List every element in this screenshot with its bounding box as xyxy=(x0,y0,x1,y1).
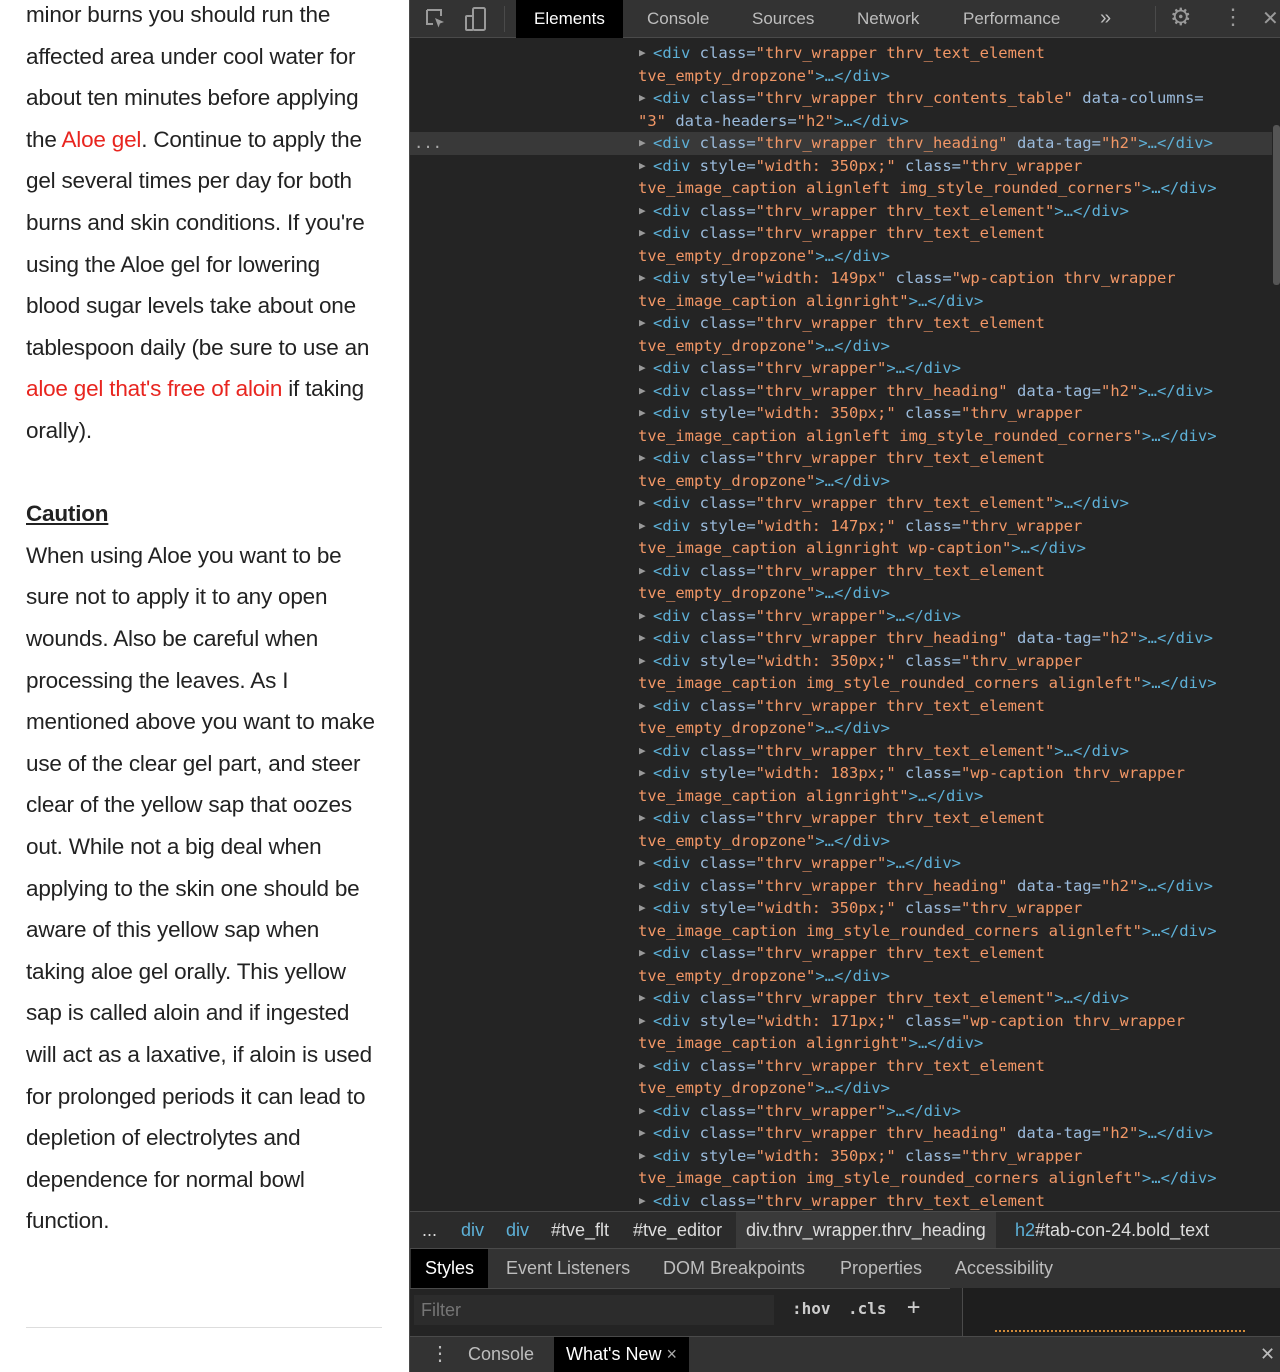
dom-node-markup: <div class="thrv_wrapper thrv_heading" data-tag="h2">…</div> xyxy=(653,876,1213,895)
article-text: blood sugar levels take about one xyxy=(26,293,356,319)
dom-node-row[interactable] xyxy=(410,470,1272,493)
article-text: depletion of electrolytes and xyxy=(26,1125,301,1151)
dom-node-markup: <div class="thrv_wrapper thrv_text_element xyxy=(653,809,1045,827)
dom-node-row[interactable] xyxy=(410,1190,1272,1212)
dom-node-markup: <div class="thrv_wrapper thrv_text_element">…</div> xyxy=(653,494,1129,512)
article-text: if taking xyxy=(282,376,364,402)
dom-node-row[interactable] xyxy=(410,267,1272,290)
styles-filter-input[interactable] xyxy=(414,1295,774,1325)
dom-node-row[interactable] xyxy=(410,335,1272,358)
expand-triangle-icon[interactable]: ▶ xyxy=(639,631,646,644)
article-text: minor burns you should run the xyxy=(26,2,331,27)
tab-event-listeners[interactable]: Event Listeners xyxy=(506,1258,631,1278)
article-text: applying to the skin one should be xyxy=(26,875,360,901)
expand-triangle-icon[interactable]: ▶ xyxy=(639,653,646,667)
article-line xyxy=(26,1208,109,1234)
dom-node-row[interactable] xyxy=(410,87,1272,110)
dom-node-markup: <div style="width: 171px;" class="wp-caption thrv_wrapper xyxy=(653,1011,1185,1030)
article-text: about ten minutes before applying xyxy=(26,85,359,111)
expand-triangle-icon[interactable]: ▶ xyxy=(639,136,646,149)
expand-triangle-icon[interactable]: ▶ xyxy=(639,1126,646,1139)
styles-subtabs xyxy=(410,1248,1280,1288)
article-text: . Continue to apply the xyxy=(141,126,362,152)
dom-node-markup: tve_image_caption img_style_rounded_corners alignleft">…</div> xyxy=(638,1169,1217,1187)
node-actions-ellipsis[interactable]: ... xyxy=(414,134,442,152)
dom-node-row[interactable] xyxy=(410,897,1272,920)
article-text: aware of this yellow sap when xyxy=(26,917,320,943)
dom-node-markup: <div style="width: 350px;" class="thrv_wrapper xyxy=(653,404,1083,422)
dom-node-markup: <div class="thrv_wrapper">…</div> xyxy=(653,606,961,625)
cls-toggle[interactable]: .cls xyxy=(848,1299,887,1318)
article-line xyxy=(26,543,341,569)
breadcrumb-div[interactable]: div xyxy=(461,1220,485,1240)
expand-triangle-icon[interactable]: ▶ xyxy=(639,901,646,914)
expand-triangle-icon[interactable]: ▶ xyxy=(639,383,646,397)
dom-node-row[interactable] xyxy=(410,830,1272,853)
dom-node-markup: <div class="thrv_wrapper thrv_text_element xyxy=(653,44,1045,62)
article-text: use of the clear gel part, and steer xyxy=(26,750,361,776)
dom-node-row[interactable] xyxy=(410,942,1272,965)
article-pane xyxy=(0,0,409,1372)
article-line xyxy=(26,876,359,902)
dom-node-markup: <div class="thrv_wrapper thrv_heading" data-tag="h2">…</div> xyxy=(653,134,1213,152)
dom-node-row[interactable] xyxy=(410,560,1272,583)
expand-triangle-icon[interactable]: ▶ xyxy=(639,518,646,532)
dom-node-row[interactable] xyxy=(410,1145,1272,1168)
breadcrumb-h2[interactable] xyxy=(1015,1212,1209,1248)
dom-node-row[interactable] xyxy=(410,650,1272,673)
dom-node-row[interactable] xyxy=(410,785,1272,808)
section-heading: Caution xyxy=(26,501,109,527)
dom-node-markup: tve_image_caption img_style_rounded_corners alignleft">…</div> xyxy=(638,674,1217,692)
whats-new-label: What's New xyxy=(566,1344,662,1364)
article-text: clear of the yellow sap that oozes xyxy=(26,792,352,818)
dom-node-markup: <div class="thrv_wrapper thrv_heading" data-tag="h2">…</div> xyxy=(653,381,1213,400)
expand-triangle-icon[interactable]: ▶ xyxy=(639,158,646,172)
dom-node-markup: tve_empty_dropzone">…</div> xyxy=(638,66,890,85)
article-text: will act as a laxative, if aloin is used xyxy=(26,1042,372,1067)
article-line xyxy=(26,127,362,153)
dom-node-row[interactable] xyxy=(410,537,1272,560)
dom-node-markup: tve_image_caption alignleft img_style_rounded_corners">…</div> xyxy=(638,179,1217,197)
dom-node-markup: <div class="thrv_wrapper thrv_text_element xyxy=(653,561,1045,580)
dom-node-row[interactable] xyxy=(410,1032,1272,1055)
dom-node-row[interactable] xyxy=(410,965,1272,988)
dom-node-markup: tve_empty_dropzone">…</div> xyxy=(638,831,890,850)
dom-node-markup: tve_empty_dropzone">…</div> xyxy=(638,246,890,265)
expand-triangle-icon[interactable]: ▶ xyxy=(639,1058,646,1072)
article-text: using the Aloe gel for lowering xyxy=(26,251,320,277)
article-text: orally). xyxy=(26,418,92,443)
dom-node-markup: tve_empty_dropzone">…</div> xyxy=(638,719,890,737)
expand-triangle-icon[interactable]: ▶ xyxy=(639,991,646,1004)
drawer-toolbar xyxy=(410,1336,1280,1372)
drawer-menu-icon[interactable]: ⋮ xyxy=(430,1343,450,1365)
dom-node-markup: <div style="width: 350px;" class="thrv_wrapper xyxy=(653,1146,1083,1165)
article-text: dependence for normal bowl xyxy=(26,1166,305,1192)
dom-node-row[interactable] xyxy=(410,515,1272,538)
dom-node-markup: tve_empty_dropzone">…</div> xyxy=(638,336,890,355)
dom-node-row[interactable] xyxy=(410,380,1272,403)
dom-node-markup: <div class="thrv_wrapper">…</div> xyxy=(653,854,961,872)
dom-node-row[interactable] xyxy=(410,920,1272,943)
close-icon[interactable]: ✕ xyxy=(1262,8,1279,30)
dom-node-row[interactable] xyxy=(410,245,1272,268)
expand-triangle-icon[interactable]: ▶ xyxy=(639,1103,646,1117)
expand-triangle-icon[interactable]: ▶ xyxy=(639,1193,646,1207)
article-line xyxy=(26,668,288,694)
expand-triangle-icon[interactable]: ▶ xyxy=(639,203,646,217)
expand-triangle-icon[interactable]: ▶ xyxy=(639,878,646,892)
drawer-tab-console[interactable]: Console xyxy=(468,1344,535,1364)
styles-filter-bar xyxy=(410,1288,950,1336)
article-line xyxy=(26,834,321,860)
expand-triangle-icon[interactable]: ▶ xyxy=(639,271,646,284)
dom-node-row[interactable] xyxy=(410,672,1272,695)
dom-node-row[interactable] xyxy=(410,357,1272,380)
dom-node-markup: <div class="thrv_wrapper thrv_heading" data-tag="h2">…</div> xyxy=(653,1124,1213,1142)
dom-node-row[interactable] xyxy=(410,807,1272,830)
tab-sources[interactable]: Sources xyxy=(752,9,815,28)
breadcrumb-div[interactable]: div xyxy=(506,1220,530,1240)
breadcrumb-h2-id: #tab-con-24.bold_text xyxy=(1035,1220,1210,1240)
dom-node-markup: <div style="width: 149px" class="wp-caption thrv_wrapper xyxy=(653,269,1176,287)
dom-node-row[interactable] xyxy=(410,200,1272,223)
tab-console[interactable]: Console xyxy=(647,9,710,28)
dom-node-row[interactable] xyxy=(410,110,1272,133)
expand-triangle-icon[interactable]: ▶ xyxy=(639,608,646,622)
expand-triangle-icon[interactable]: ▶ xyxy=(639,856,646,869)
dom-node-markup: tve_image_caption img_style_rounded_corners alignleft">…</div> xyxy=(638,921,1217,940)
tab-dom-breakpoints[interactable]: DOM Breakpoints xyxy=(663,1258,806,1278)
dom-node-markup: "3" data-headers="h2">…</div> xyxy=(638,111,909,130)
article-line xyxy=(26,1167,305,1193)
tab-styles[interactable]: Styles xyxy=(411,1249,488,1288)
dom-node-row[interactable] xyxy=(410,492,1272,515)
gear-icon[interactable]: ⚙ xyxy=(1170,4,1192,31)
breadcrumb-tve-flt[interactable]: #tve_flt xyxy=(551,1220,610,1240)
article-line xyxy=(26,792,352,818)
dom-node-markup: <div style="width: 147px;" class="thrv_wrapper xyxy=(653,516,1083,535)
article-text: for prolonged periods it can lead to xyxy=(26,1083,366,1109)
dom-node-row[interactable] xyxy=(410,1167,1272,1190)
box-model-pane xyxy=(962,1288,1280,1336)
tab-accessibility[interactable]: Accessibility xyxy=(955,1258,1054,1278)
close-drawer-icon[interactable]: ✕ xyxy=(1260,1344,1276,1364)
hov-toggle[interactable]: :hov xyxy=(792,1299,831,1318)
expand-triangle-icon[interactable]: ▶ xyxy=(639,1148,646,1162)
article-text: out. While not a big deal when xyxy=(26,834,322,859)
article-line xyxy=(26,85,358,111)
tab-performance[interactable]: Performance xyxy=(963,9,1061,28)
article-link[interactable]: Aloe gel xyxy=(61,126,142,152)
article-text: taking aloe gel orally. This yellow xyxy=(26,958,346,984)
article-line xyxy=(26,168,352,194)
dom-node-markup: <div class="thrv_wrapper thrv_text_element xyxy=(653,944,1045,962)
dom-node-markup: <div style="width: 350px;" class="thrv_wrapper xyxy=(653,899,1083,917)
tab-elements[interactable]: Elements xyxy=(516,0,623,38)
dom-node-row[interactable] xyxy=(410,1010,1272,1033)
new-style-rule-button[interactable]: + xyxy=(907,1295,921,1320)
article-line xyxy=(26,210,365,236)
dom-node-markup: <div class="thrv_wrapper thrv_text_element xyxy=(653,449,1045,467)
dom-node-row[interactable] xyxy=(410,447,1272,470)
expand-triangle-icon[interactable]: ▶ xyxy=(639,91,646,104)
article-text: processing the leaves. As I xyxy=(26,667,289,693)
dom-node-markup: tve_empty_dropzone">…</div> xyxy=(638,471,890,490)
dom-node-markup: tve_image_caption alignleft img_style_rounded_corners">…</div> xyxy=(638,426,1217,445)
article-line xyxy=(26,418,92,444)
article-text: gel several times per day for both xyxy=(26,168,352,194)
dom-node-row[interactable] xyxy=(410,762,1272,785)
dom-node-markup: <div class="thrv_wrapper thrv_heading" data-tag="h2">…</div> xyxy=(653,629,1213,647)
article-text: When using Aloe you want to be xyxy=(26,542,342,568)
close-tab-icon[interactable]: × xyxy=(666,1344,677,1364)
dom-tree xyxy=(410,39,1272,1211)
devtools-panel xyxy=(409,0,1280,1372)
tab-network[interactable]: Network xyxy=(857,9,920,28)
article-line xyxy=(26,501,108,527)
expand-triangle-icon[interactable]: ▶ xyxy=(639,766,646,779)
dom-node-row[interactable] xyxy=(410,1100,1272,1123)
box-model-border xyxy=(995,1330,1245,1332)
article-line xyxy=(26,2,330,28)
dom-node-markup: <div class="thrv_wrapper thrv_text_element">…</div> xyxy=(653,201,1129,220)
breadcrumb-ellipsis[interactable]: ... xyxy=(422,1220,438,1240)
dom-node-markup: <div class="thrv_wrapper">…</div> xyxy=(653,1101,961,1120)
article-line xyxy=(26,252,320,278)
dom-node-markup: tve_empty_dropzone">…</div> xyxy=(638,966,890,985)
inspect-element-icon[interactable] xyxy=(424,7,448,36)
devtools-toolbar xyxy=(410,0,1280,38)
more-options-icon[interactable]: ⋮ xyxy=(1222,4,1244,29)
expand-triangle-icon[interactable]: ▶ xyxy=(639,698,646,712)
expand-triangle-icon[interactable]: ▶ xyxy=(639,743,646,757)
expand-triangle-icon[interactable]: ▶ xyxy=(639,811,646,824)
article-line xyxy=(26,1042,372,1068)
dom-node-row[interactable] xyxy=(410,402,1272,425)
article-text: burns and skin conditions. If you're xyxy=(26,210,365,235)
dom-node-row[interactable] xyxy=(410,875,1272,898)
article-line xyxy=(26,44,355,70)
dom-node-row[interactable] xyxy=(410,132,1272,155)
article-line xyxy=(26,335,369,361)
article-text: mentioned above you want to make xyxy=(26,709,375,735)
dom-node-markup: <div class="thrv_wrapper thrv_text_element xyxy=(653,1056,1045,1075)
expand-triangle-icon[interactable]: ▶ xyxy=(639,1013,646,1027)
article-line xyxy=(26,1125,300,1151)
expand-triangle-icon[interactable]: ▶ xyxy=(639,361,646,374)
article-line xyxy=(26,626,318,652)
article-text: the xyxy=(26,126,62,152)
article-text: wounds. Also be careful when xyxy=(26,626,319,651)
breadcrumb xyxy=(410,1211,1280,1248)
dom-node-row[interactable] xyxy=(410,605,1272,628)
dom-node-markup: tve_image_caption alignright">…</div> xyxy=(638,291,984,310)
article-line xyxy=(26,584,327,610)
expand-triangle-icon[interactable]: ▶ xyxy=(639,226,646,239)
dom-node-row[interactable] xyxy=(410,425,1272,448)
dom-node-row[interactable] xyxy=(410,740,1272,763)
article-line xyxy=(26,1000,349,1026)
dom-node-row[interactable] xyxy=(410,582,1272,605)
dom-node-row[interactable] xyxy=(410,290,1272,313)
more-tabs-button[interactable]: » xyxy=(1100,7,1112,29)
dom-node-markup: <div class="thrv_wrapper">…</div> xyxy=(653,359,961,377)
article-line xyxy=(26,709,375,735)
dom-node-markup: <div style="width: 350px;" class="thrv_wrapper xyxy=(653,156,1083,175)
article-line xyxy=(26,293,356,319)
breadcrumb-thrv-heading[interactable]: div.thrv_wrapper.thrv_heading xyxy=(736,1212,996,1248)
dom-node-markup: <div class="thrv_wrapper thrv_text_element xyxy=(653,224,1045,242)
dom-node-markup: tve_empty_dropzone">…</div> xyxy=(638,1079,890,1097)
article-line xyxy=(26,751,360,777)
dom-node-row[interactable] xyxy=(410,987,1272,1010)
dom-node-row[interactable] xyxy=(410,65,1272,88)
device-toolbar-icon[interactable] xyxy=(464,6,488,37)
breadcrumb-h2-tag: h2 xyxy=(1015,1220,1036,1240)
expand-triangle-icon[interactable]: ▶ xyxy=(639,406,646,419)
dom-node-markup: <div class="thrv_wrapper thrv_text_element xyxy=(653,1191,1045,1210)
expand-triangle-icon[interactable]: ▶ xyxy=(639,563,646,577)
expand-triangle-icon[interactable]: ▶ xyxy=(639,46,646,59)
dom-node-markup: <div style="width: 183px;" class="wp-caption thrv_wrapper xyxy=(653,764,1185,782)
article-text: function. xyxy=(26,1208,110,1234)
expand-triangle-icon[interactable]: ▶ xyxy=(639,496,646,509)
expand-triangle-icon[interactable]: ▶ xyxy=(639,316,646,329)
dom-node-markup: <div style="width: 350px;" class="thrv_wrapper xyxy=(653,651,1083,670)
expand-triangle-icon[interactable]: ▶ xyxy=(639,946,646,959)
dom-node-row[interactable] xyxy=(410,1055,1272,1078)
article-line xyxy=(26,1084,365,1110)
dom-node-row[interactable] xyxy=(410,717,1272,740)
article-line xyxy=(26,376,364,402)
article-text: affected area under cool water for xyxy=(26,43,356,69)
dom-node-markup: <div class="thrv_wrapper thrv_text_element">…</div> xyxy=(653,989,1129,1007)
dom-node-row[interactable] xyxy=(410,852,1272,875)
article-text: sure not to apply it to any open xyxy=(26,584,328,610)
dom-node-markup: tve_image_caption alignright wp-caption">…</div> xyxy=(638,539,1086,557)
dom-node-row[interactable] xyxy=(410,155,1272,178)
dom-node-row[interactable] xyxy=(410,42,1272,65)
breadcrumb-tve-editor[interactable]: #tve_editor xyxy=(633,1220,723,1240)
dom-scrollbar[interactable] xyxy=(1273,125,1280,285)
article-text: sap is called aloin and if ingested xyxy=(26,1000,350,1026)
drawer-tab-whats-new[interactable] xyxy=(554,1337,689,1372)
tab-properties[interactable]: Properties xyxy=(840,1258,923,1278)
article-line xyxy=(26,917,319,943)
article-text: tablespoon daily (be sure to use an xyxy=(26,334,370,360)
expand-triangle-icon[interactable]: ▶ xyxy=(639,451,646,464)
dom-node-markup: <div class="thrv_wrapper thrv_text_element xyxy=(653,314,1045,332)
dom-node-row[interactable] xyxy=(410,222,1272,245)
dom-node-markup: tve_image_caption alignright">…</div> xyxy=(638,1034,984,1052)
dom-node-markup: tve_empty_dropzone">…</div> xyxy=(638,584,890,602)
dom-node-markup: tve_image_caption alignright">…</div> xyxy=(638,786,984,805)
dom-node-row[interactable] xyxy=(410,695,1272,718)
divider xyxy=(26,1327,382,1328)
dom-node-row[interactable] xyxy=(410,177,1272,200)
dom-node-row[interactable] xyxy=(410,1077,1272,1100)
dom-node-markup: <div class="thrv_wrapper thrv_text_element xyxy=(653,696,1045,715)
dom-node-row[interactable] xyxy=(410,627,1272,650)
dom-node-row[interactable] xyxy=(410,1122,1272,1145)
article-link[interactable]: aloe gel that's free of aloin xyxy=(26,376,283,402)
dom-node-markup: <div class="thrv_wrapper thrv_contents_table" data-columns= xyxy=(653,89,1204,107)
dom-node-row[interactable] xyxy=(410,312,1272,335)
dom-node-markup: <div class="thrv_wrapper thrv_text_element">…</div> xyxy=(653,741,1129,760)
article-line xyxy=(26,959,346,985)
